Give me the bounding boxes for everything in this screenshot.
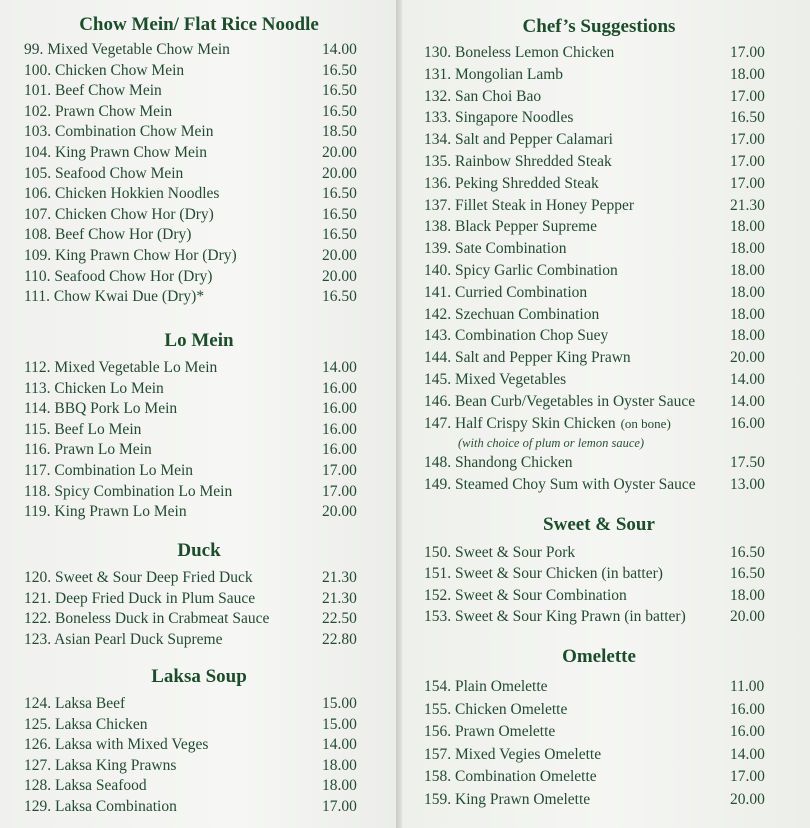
menu-item-price: 14.00 — [730, 370, 765, 388]
menu-item-list — [24, 40, 374, 308]
menu-item-name — [24, 630, 222, 651]
menu-item — [24, 776, 374, 797]
menu-item — [24, 568, 374, 589]
menu-item-name-text: 118. Spicy Combination Lo Mein — [24, 482, 233, 500]
menu-item-name-text: 108. Beef Chow Hor (Dry) — [24, 226, 192, 244]
menu-item-price: 20.00 — [322, 164, 357, 182]
menu-column-left — [0, 0, 396, 828]
menu-item-name-text: 141. Curried Combination — [424, 283, 588, 301]
menu-section — [424, 646, 774, 812]
menu-item-price: 17.00 — [322, 461, 357, 479]
menu-item — [24, 287, 374, 308]
menu-item-name — [424, 238, 567, 260]
menu-item-price: 16.50 — [322, 61, 357, 79]
menu-item-name — [424, 542, 575, 563]
menu-item-price: 18.00 — [730, 240, 765, 258]
menu-item-price: 20.00 — [730, 607, 765, 625]
menu-item-name-text: 123. Asian Pearl Duck Supreme — [24, 630, 223, 648]
menu-item-name — [424, 42, 614, 64]
menu-item-price: 16.50 — [322, 185, 357, 203]
menu-item-name — [424, 216, 597, 238]
menu-item-price: 21.30 — [730, 196, 765, 214]
menu-item-price: 20.00 — [322, 246, 357, 264]
menu-section — [24, 666, 374, 818]
menu-item — [24, 609, 374, 630]
menu-item-name — [424, 699, 567, 722]
menu-item-name — [424, 563, 663, 584]
menu-item — [424, 563, 774, 584]
menu-item-list — [24, 694, 374, 818]
menu-item — [424, 42, 774, 64]
menu-item — [424, 721, 774, 744]
menu-item-name-text: 145. Mixed Vegetables — [424, 370, 567, 388]
menu-item-name — [424, 173, 599, 195]
menu-item-name-text: 117. Combination Lo Mein — [24, 461, 194, 479]
menu-item — [424, 744, 774, 767]
menu-item-price: 16.00 — [322, 379, 357, 397]
menu-item-name-text: 131. Mongolian Lamb — [424, 65, 564, 83]
menu-section — [24, 540, 374, 650]
menu-item-name-text: 159. King Prawn Omelette — [424, 790, 591, 808]
menu-item — [424, 282, 774, 304]
menu-item — [24, 399, 374, 420]
menu-item — [24, 143, 374, 164]
menu-item — [424, 413, 774, 435]
menu-item-name-text: 122. Boneless Duck in Crabmeat Sauce — [24, 610, 270, 628]
menu-item — [424, 766, 774, 789]
menu-item-name — [424, 721, 555, 744]
menu-item-name — [424, 129, 613, 151]
menu-item-name — [24, 589, 255, 610]
menu-item-name-text: 128. Laksa Seafood — [24, 777, 147, 795]
menu-item — [424, 216, 774, 238]
menu-item-name — [424, 452, 573, 474]
menu-item-name — [24, 502, 187, 523]
menu-item-name — [424, 676, 548, 699]
menu-item-name — [24, 776, 147, 797]
menu-item-price: 16.00 — [322, 400, 357, 418]
menu-item-name — [424, 347, 631, 369]
menu-item-name-text: 158. Combination Omelette — [424, 768, 597, 786]
menu-item — [24, 267, 374, 288]
menu-item-name — [424, 260, 618, 282]
menu-item — [24, 630, 374, 651]
menu-item — [24, 379, 374, 400]
menu-item-name — [24, 143, 207, 164]
menu-item-name — [424, 325, 608, 347]
menu-item-price: 16.00 — [730, 700, 765, 718]
menu-item-name — [24, 81, 162, 102]
menu-item-name — [424, 369, 566, 391]
menu-item-price: 22.50 — [322, 610, 357, 628]
menu-item-name-text: 144. Salt and Pepper King Prawn — [424, 349, 631, 367]
menu-item — [424, 347, 774, 369]
menu-item — [24, 40, 374, 61]
menu-item — [24, 246, 374, 267]
menu-item-name-text: 152. Sweet & Sour Combination — [424, 586, 627, 604]
menu-item — [424, 173, 774, 195]
menu-item — [424, 238, 774, 260]
menu-item-name-text: 100. Chicken Chow Mein — [24, 61, 185, 79]
menu-item-name — [424, 391, 695, 413]
menu-item-name-text: 132. San Choi Bao — [424, 87, 542, 105]
menu-item-price: 17.00 — [730, 152, 765, 170]
menu-item-name — [24, 756, 176, 777]
menu-item-name-text: 155. Chicken Omelette — [424, 700, 568, 718]
menu-item — [424, 129, 774, 151]
menu-item-name — [24, 461, 193, 482]
section-title: Chef’s Suggestions — [522, 16, 676, 37]
menu-item — [424, 585, 774, 606]
menu-item — [424, 304, 774, 326]
menu-item-name-text: 106. Chicken Hokkien Noodles — [24, 185, 220, 203]
menu-item-name — [424, 195, 634, 217]
menu-item — [424, 260, 774, 282]
menu-item-price: 16.50 — [322, 82, 357, 100]
section-title: Sweet & Sour — [543, 514, 655, 535]
menu-item — [424, 789, 774, 812]
menu-item-name-text: 153. Sweet & Sour King Prawn (in batter) — [424, 607, 686, 625]
menu-item-price: 20.00 — [322, 267, 357, 285]
menu-section — [24, 14, 374, 308]
menu-item-price: 16.50 — [730, 109, 765, 127]
menu-item-name — [24, 287, 204, 308]
menu-item-price: 20.00 — [322, 503, 357, 521]
menu-item-name-text: 105. Seafood Chow Mein — [24, 164, 184, 182]
menu-item-name-text: 120. Sweet & Sour Deep Fried Duck — [24, 569, 253, 586]
menu-item-name — [24, 40, 230, 61]
menu-item-price: 18.00 — [730, 261, 765, 279]
menu-item-name-text: 157. Mixed Vegies Omelette — [424, 745, 602, 763]
menu-item-name-text: 129. Laksa Combination — [24, 797, 177, 815]
section-title: Omelette — [562, 646, 636, 667]
menu-item-name — [424, 86, 541, 108]
menu-item-note: (with choice of plum or lemon sauce) — [458, 436, 645, 451]
menu-item — [24, 81, 374, 102]
menu-item-name-text: 135. Rainbow Shredded Steak — [424, 152, 612, 170]
menu-item — [424, 699, 774, 722]
menu-item-name-text: 127. Laksa King Prawns — [24, 756, 177, 774]
menu-item — [424, 64, 774, 86]
section-title: Duck — [177, 540, 221, 561]
menu-item-price: 20.00 — [730, 349, 765, 367]
menu-item-name — [24, 102, 172, 123]
menu-item-name — [424, 64, 563, 86]
menu-item-list — [424, 42, 774, 496]
menu-item-price: 21.30 — [322, 589, 357, 607]
menu-item-price: 16.50 — [322, 226, 357, 244]
menu-item-name-text: 103. Combination Chow Mein — [24, 123, 214, 141]
menu-item — [424, 107, 774, 129]
menu-item-list — [24, 568, 374, 650]
menu-item-price: 16.00 — [322, 441, 357, 459]
menu-item-name — [24, 184, 219, 205]
menu-item-name-text: 102. Prawn Chow Mein — [24, 102, 173, 120]
menu-item-price: 16.00 — [322, 420, 357, 438]
menu-item — [24, 225, 374, 246]
menu-item-name-text: 136. Peking Shredded Steak — [424, 174, 599, 192]
menu-item-name-text: 148. Shandong Chicken — [424, 454, 573, 472]
menu-item-name — [24, 440, 152, 461]
menu-item — [24, 797, 374, 818]
menu-item-price: 17.50 — [730, 454, 765, 472]
menu-item — [24, 735, 374, 756]
menu-item-price: 16.50 — [322, 102, 357, 120]
menu-item-name-text: 99. Mixed Vegetable Chow Mein — [24, 41, 230, 58]
menu-item-price: 11.00 — [730, 678, 765, 695]
menu-item-price: 18.00 — [730, 65, 765, 83]
menu-item-price: 17.00 — [730, 174, 765, 192]
menu-item — [424, 676, 774, 699]
menu-item-name-text: 138. Black Pepper Supreme — [424, 218, 598, 236]
menu-item-name-text: 124. Laksa Beef — [24, 695, 126, 712]
menu-item — [424, 542, 774, 563]
menu-item-name-text: 134. Salt and Pepper Calamari — [424, 131, 613, 149]
section-title: Laksa Soup — [151, 666, 247, 687]
menu-item-name — [24, 609, 269, 630]
menu-section — [424, 16, 774, 496]
menu-item-name — [24, 797, 177, 818]
menu-item-name-text: 130. Boneless Lemon Chicken — [424, 44, 615, 61]
menu-item-name — [24, 735, 208, 756]
menu-item-price: 16.50 — [322, 288, 357, 306]
menu-item-name-text: 109. King Prawn Chow Hor (Dry) — [24, 246, 237, 264]
menu-item-name — [24, 164, 183, 185]
menu-item-price: 14.00 — [730, 392, 765, 410]
menu-item-name — [424, 151, 612, 173]
menu-item — [424, 606, 774, 627]
menu-item — [424, 452, 774, 474]
menu-item-price: 14.00 — [730, 745, 765, 763]
menu-item-price: 18.50 — [322, 123, 357, 141]
menu-item — [24, 502, 374, 523]
menu-item — [24, 461, 374, 482]
menu-item — [24, 184, 374, 205]
menu-item — [24, 420, 374, 441]
menu-item-name-text: 151. Sweet & Sour Chicken (in batter) — [424, 565, 663, 583]
menu-item-name — [424, 606, 686, 627]
menu-item-name-text: 115. Beef Lo Mein — [24, 420, 142, 438]
menu-item-name-text: 121. Deep Fried Duck in Plum Sauce — [24, 589, 256, 607]
menu-item — [24, 164, 374, 185]
menu-item — [24, 694, 374, 715]
menu-item-name-text: 156. Prawn Omelette — [424, 723, 556, 741]
menu-item-name — [424, 789, 590, 812]
menu-item-price: 16.00 — [730, 723, 765, 741]
menu-item-price: 22.80 — [322, 630, 357, 648]
menu-item-qualifier: (on bone) — [620, 415, 671, 431]
menu-item-price: 17.00 — [730, 87, 765, 105]
menu-item-price: 18.00 — [730, 327, 765, 345]
menu-item-name-text: 110. Seafood Chow Hor (Dry) — [24, 267, 213, 285]
menu-item-price: 18.00 — [730, 586, 765, 604]
menu-item-price: 14.00 — [322, 41, 357, 58]
menu-item-name — [24, 246, 237, 267]
menu-item-price: 21.30 — [322, 569, 357, 586]
menu-item-name — [424, 585, 627, 606]
menu-item-name — [24, 122, 213, 143]
menu-item-name-text: 126. Laksa with Mixed Veges — [24, 736, 209, 754]
menu-item-name — [24, 568, 253, 589]
menu-item-name-text: 114. BBQ Pork Lo Mein — [24, 400, 178, 418]
menu-item-price: 20.00 — [730, 790, 765, 808]
menu-item-name-text: 150. Sweet & Sour Pork — [424, 544, 576, 561]
menu-item — [24, 205, 374, 226]
menu-item-name — [424, 744, 601, 767]
menu-item-name-text: 149. Steamed Choy Sum with Oyster Sauce — [424, 476, 696, 494]
menu-item-price: 17.00 — [322, 482, 357, 500]
menu-item — [24, 122, 374, 143]
menu-item-name — [24, 61, 184, 82]
menu-item — [24, 102, 374, 123]
menu-item-name-text: 137. Fillet Steak in Honey Pepper — [424, 196, 635, 214]
menu-item-name-text: 133. Singapore Noodles — [424, 109, 574, 127]
menu-item — [24, 756, 374, 777]
menu-item — [24, 358, 374, 379]
menu-item-name — [24, 420, 141, 441]
menu-item-name-text: 104. King Prawn Chow Mein — [24, 143, 207, 161]
menu-item-price: 16.50 — [730, 565, 765, 583]
menu-item-price: 17.00 — [730, 131, 765, 149]
menu-item-name — [24, 482, 232, 503]
menu-item-price: 15.00 — [322, 715, 357, 733]
menu-item-price: 16.50 — [730, 544, 765, 561]
menu-item-name — [424, 304, 599, 326]
menu-item-name — [24, 205, 214, 226]
menu-item-price: 17.00 — [322, 797, 357, 815]
menu-item-price: 18.00 — [730, 283, 765, 301]
menu-item — [424, 151, 774, 173]
menu-item-name-text: 139. Sate Combination — [424, 240, 567, 258]
menu-item-name-text: 146. Bean Curb/Vegetables in Oyster Sauce — [424, 392, 696, 410]
section-title: Chow Mein/ Flat Rice Noodle — [79, 14, 319, 35]
menu-item-name — [24, 358, 217, 379]
menu-item-name-text: 101. Beef Chow Mein — [24, 82, 162, 100]
menu-column-right — [402, 0, 810, 828]
menu-item-name-text: 154. Plain Omelette — [424, 678, 548, 695]
menu-item — [424, 195, 774, 217]
menu-item-price: 14.00 — [322, 359, 357, 376]
menu-item — [424, 391, 774, 413]
menu-item-name-text: 125. Laksa Chicken — [24, 715, 148, 733]
menu-item-name — [424, 282, 587, 304]
menu-item-price: 16.00 — [730, 414, 765, 432]
menu-item-name — [24, 267, 212, 288]
menu-item — [424, 369, 774, 391]
menu-item-price: 17.00 — [730, 44, 765, 61]
menu-item-price: 16.50 — [322, 205, 357, 223]
menu-item-name — [24, 379, 164, 400]
menu-item-name — [424, 107, 573, 129]
menu-item-price: 18.00 — [322, 777, 357, 795]
menu-item — [24, 61, 374, 82]
menu-item — [424, 325, 774, 347]
menu-item — [24, 440, 374, 461]
menu-item-name — [24, 715, 148, 736]
menu-item-price: 18.00 — [730, 305, 765, 323]
menu-item-list — [24, 358, 374, 523]
menu-item — [24, 482, 374, 503]
menu-item-price: 18.00 — [322, 756, 357, 774]
menu-item-price: 18.00 — [730, 218, 765, 236]
menu-item-name-text: 112. Mixed Vegetable Lo Mein — [24, 359, 218, 376]
menu-item-name-text: 119. King Prawn Lo Mein — [24, 503, 187, 521]
menu-item-name-text: 111. Chow Kwai Due (Dry)* — [24, 288, 205, 306]
menu-item-name-text: 107. Chicken Chow Hor (Dry) — [24, 205, 214, 223]
menu-item — [24, 589, 374, 610]
menu-item-price: 15.00 — [322, 695, 357, 712]
section-title: Lo Mein — [164, 330, 234, 351]
menu-item — [424, 474, 774, 496]
menu-item — [424, 86, 774, 108]
menu-item-price: 20.00 — [322, 143, 357, 161]
menu-item-price: 14.00 — [322, 736, 357, 754]
menu-item-price: 13.00 — [730, 476, 765, 494]
menu-item-name-text: 140. Spicy Garlic Combination — [424, 261, 618, 279]
menu-section — [24, 330, 374, 523]
menu-item-name — [24, 399, 177, 420]
menu-item-price: 17.00 — [730, 768, 765, 786]
menu-item-name — [424, 766, 597, 789]
menu-item-name-text: 116. Prawn Lo Mein — [24, 441, 152, 459]
menu-item-list — [424, 676, 774, 812]
menu-item-name — [424, 474, 696, 496]
menu-section — [424, 514, 774, 627]
menu-item — [24, 715, 374, 736]
menu-item-list — [424, 542, 774, 627]
menu-item-name-text: 147. Half Crispy Skin Chicken — [424, 414, 616, 432]
menu-item-name — [24, 225, 191, 246]
menu-item-name — [24, 694, 125, 715]
menu-item-name — [424, 413, 671, 435]
menu-item-name-text: 113. Chicken Lo Mein — [24, 379, 164, 397]
menu-item-name-text: 143. Combination Chop Suey — [424, 327, 609, 345]
menu-item-name-text: 142. Szechuan Combination — [424, 305, 600, 323]
